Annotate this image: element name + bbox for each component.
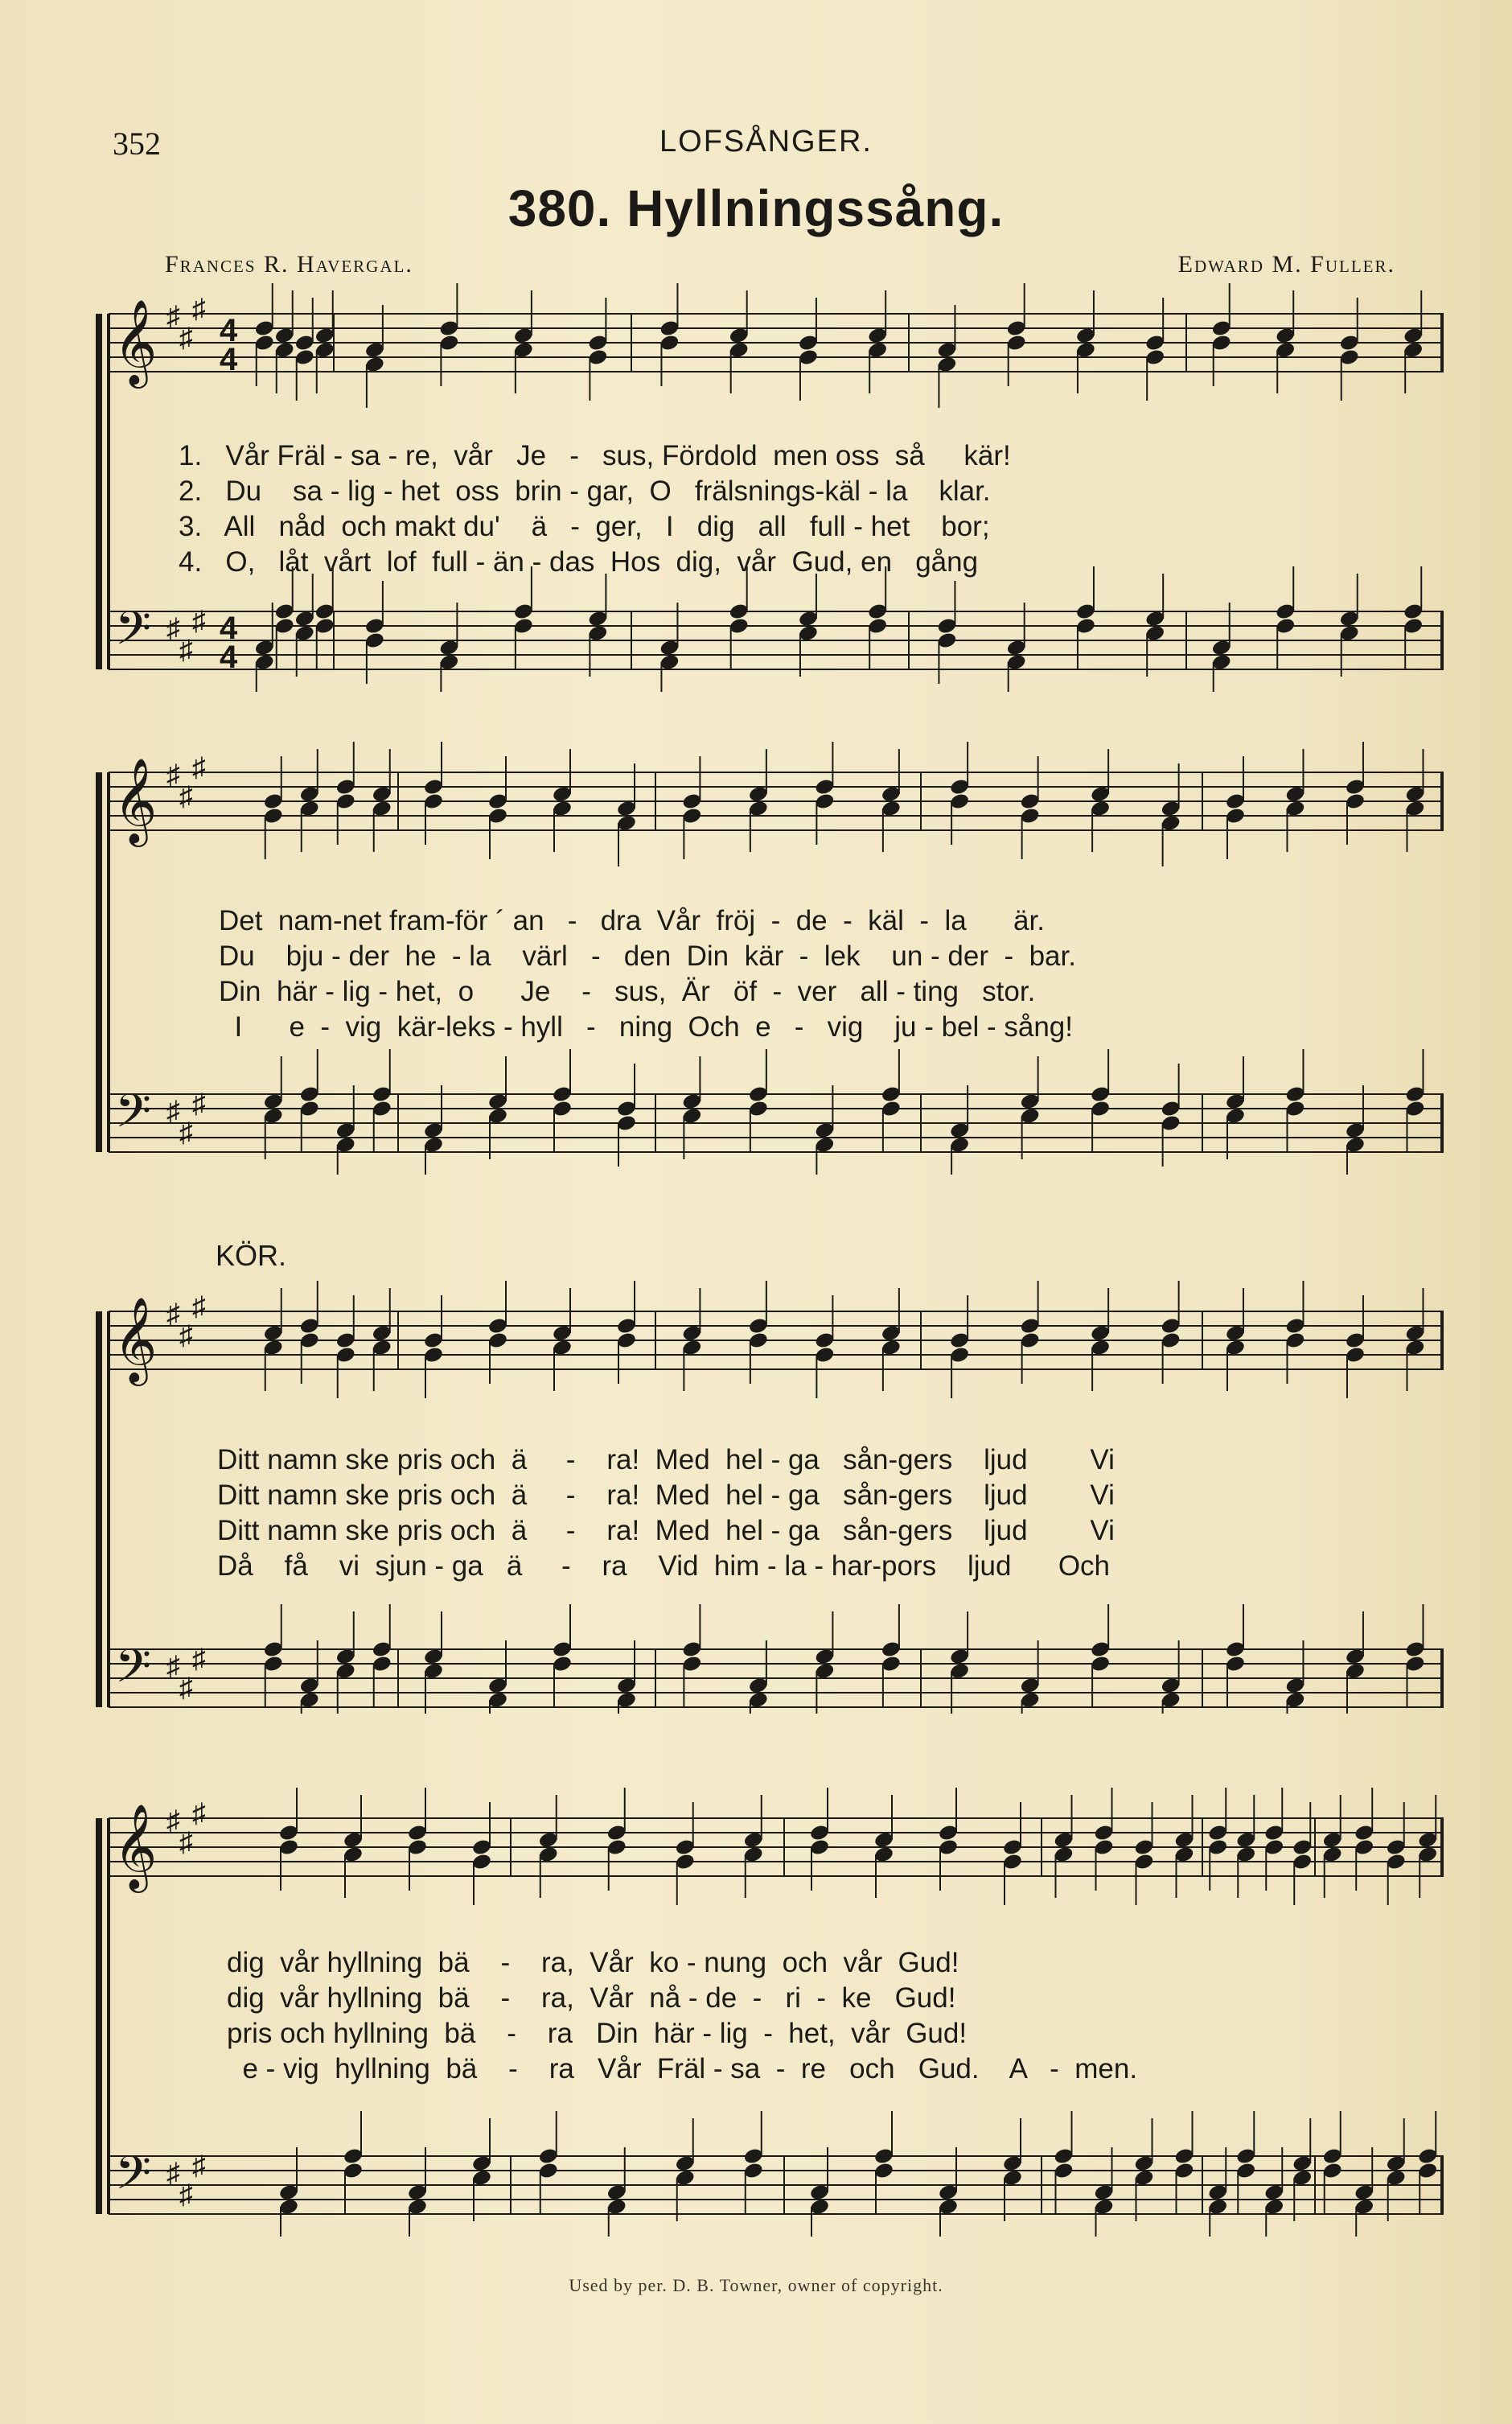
sharp-icon: ♯ (179, 323, 193, 353)
author-credit: Frances R. Havergal. (165, 251, 413, 278)
bass-clef-icon: 𝄢 (115, 601, 152, 667)
bass-clef-icon: 𝄢 (115, 2146, 152, 2212)
sharp-icon: ♯ (192, 1089, 206, 1119)
lyric-line: Ditt namn ske pris och ä - ra! Med hel - ga sån-gers ljud Vi (217, 1444, 1115, 1475)
chorus-label: KÖR. (216, 1239, 287, 1272)
treble-clef-icon: 𝄞 (113, 757, 158, 843)
sharp-icon: ♯ (179, 1827, 193, 1858)
treble-clef-icon: 𝄞 (113, 298, 158, 385)
time-signature-numerator: 4 (220, 611, 238, 646)
sharp-icon: ♯ (179, 635, 193, 665)
sharp-icon: ♯ (192, 1798, 206, 1829)
sharp-icon: ♯ (192, 752, 206, 783)
lyric-line: I e - vig kär-leks - hyll - ning Och e - vig ju - bel - sång! (219, 1011, 1073, 1043)
sharp-icon: ♯ (166, 1805, 180, 1836)
lyric-line: Ditt namn ske pris och ä - ra! Med hel - ga sån-gers ljud Vi (217, 1515, 1115, 1546)
sharp-icon: ♯ (192, 294, 206, 324)
sharp-icon: ♯ (166, 1298, 180, 1329)
copyright-notice: Used by per. D. B. Towner, owner of copyright. (569, 2275, 943, 2295)
bass-clef-icon: 𝄢 (115, 1639, 152, 1705)
sharp-icon: ♯ (192, 1644, 206, 1674)
sharp-icon: ♯ (192, 2150, 206, 2181)
sharp-icon: ♯ (179, 781, 193, 812)
sharp-icon: ♯ (179, 1673, 193, 1703)
bass-clef-icon: 𝄢 (115, 1084, 152, 1150)
sharp-icon: ♯ (166, 301, 180, 331)
time-signature-denominator: 4 (220, 342, 238, 377)
lyric-line: pris och hyllning bä - ra Din här - lig - het, vår Gud! (227, 2018, 968, 2049)
time-signature-numerator: 4 (220, 313, 238, 348)
sharp-icon: ♯ (192, 1291, 206, 1322)
book-title: LOFSÅNGER. (659, 125, 873, 158)
lyric-line: dig vår hyllning bä - ra, Vår ko - nung och vår Gud! (227, 1947, 959, 1978)
lyric-line: Ditt namn ske pris och ä - ra! Med hel - ga sån-gers ljud Vi (217, 1480, 1115, 1511)
lyric-line: 2. Du sa - lig - het oss brin - gar, O frälsnings-käl - la klar. (179, 475, 991, 507)
composer-credit: Edward M. Fuller. (1177, 251, 1395, 278)
sharp-icon: ♯ (166, 759, 180, 790)
treble-clef-icon: 𝄞 (113, 1803, 158, 1889)
lyric-line: 4. O, låt vårt lof full - än - das Hos dig, vår Gud, en gång (179, 546, 979, 578)
sharp-icon: ♯ (179, 1117, 193, 1148)
lyric-line: Du bju - der he - la värl - den Din kär - lek un - der - bar. (219, 940, 1076, 972)
sharp-icon: ♯ (166, 1651, 180, 1681)
page-number: 352 (113, 126, 161, 162)
sharp-icon: ♯ (166, 2158, 180, 2188)
sharp-icon: ♯ (166, 1096, 180, 1126)
treble-clef-icon: 𝄞 (113, 1296, 158, 1382)
lyric-line: 3. All nåd och makt du' ä - ger, I dig all full - het bor; (179, 511, 990, 542)
time-signature-denominator: 4 (220, 640, 238, 675)
lyric-line: Din här - lig - het, o Je - sus, Är öf - ver all - ting stor. (219, 976, 1036, 1007)
sharp-icon: ♯ (179, 2179, 193, 2210)
sharp-icon: ♯ (179, 1320, 193, 1351)
sharp-icon: ♯ (166, 613, 180, 644)
lyric-line: dig vår hyllning bä - ra, Vår nå - de - ri - ke Gud! (227, 1982, 956, 2014)
lyric-line: Det nam-net fram-för ´ an - dra Vår fröj - de - käl - la är. (219, 905, 1045, 936)
lyric-line: 1. Vår Fräl - sa - re, vår Je - sus, Fördold men oss så kär! (179, 440, 1011, 471)
lyric-line: e - vig hyllning bä - ra Vår Fräl - sa - re och Gud. A - men. (227, 2053, 1138, 2084)
hymn-title: 380. Hyllningssång. (507, 179, 1005, 237)
lyric-line: Då få vi sjun - ga ä - ra Vid him - la - har-pors ljud Och (217, 1550, 1111, 1582)
sharp-icon: ♯ (192, 606, 206, 636)
